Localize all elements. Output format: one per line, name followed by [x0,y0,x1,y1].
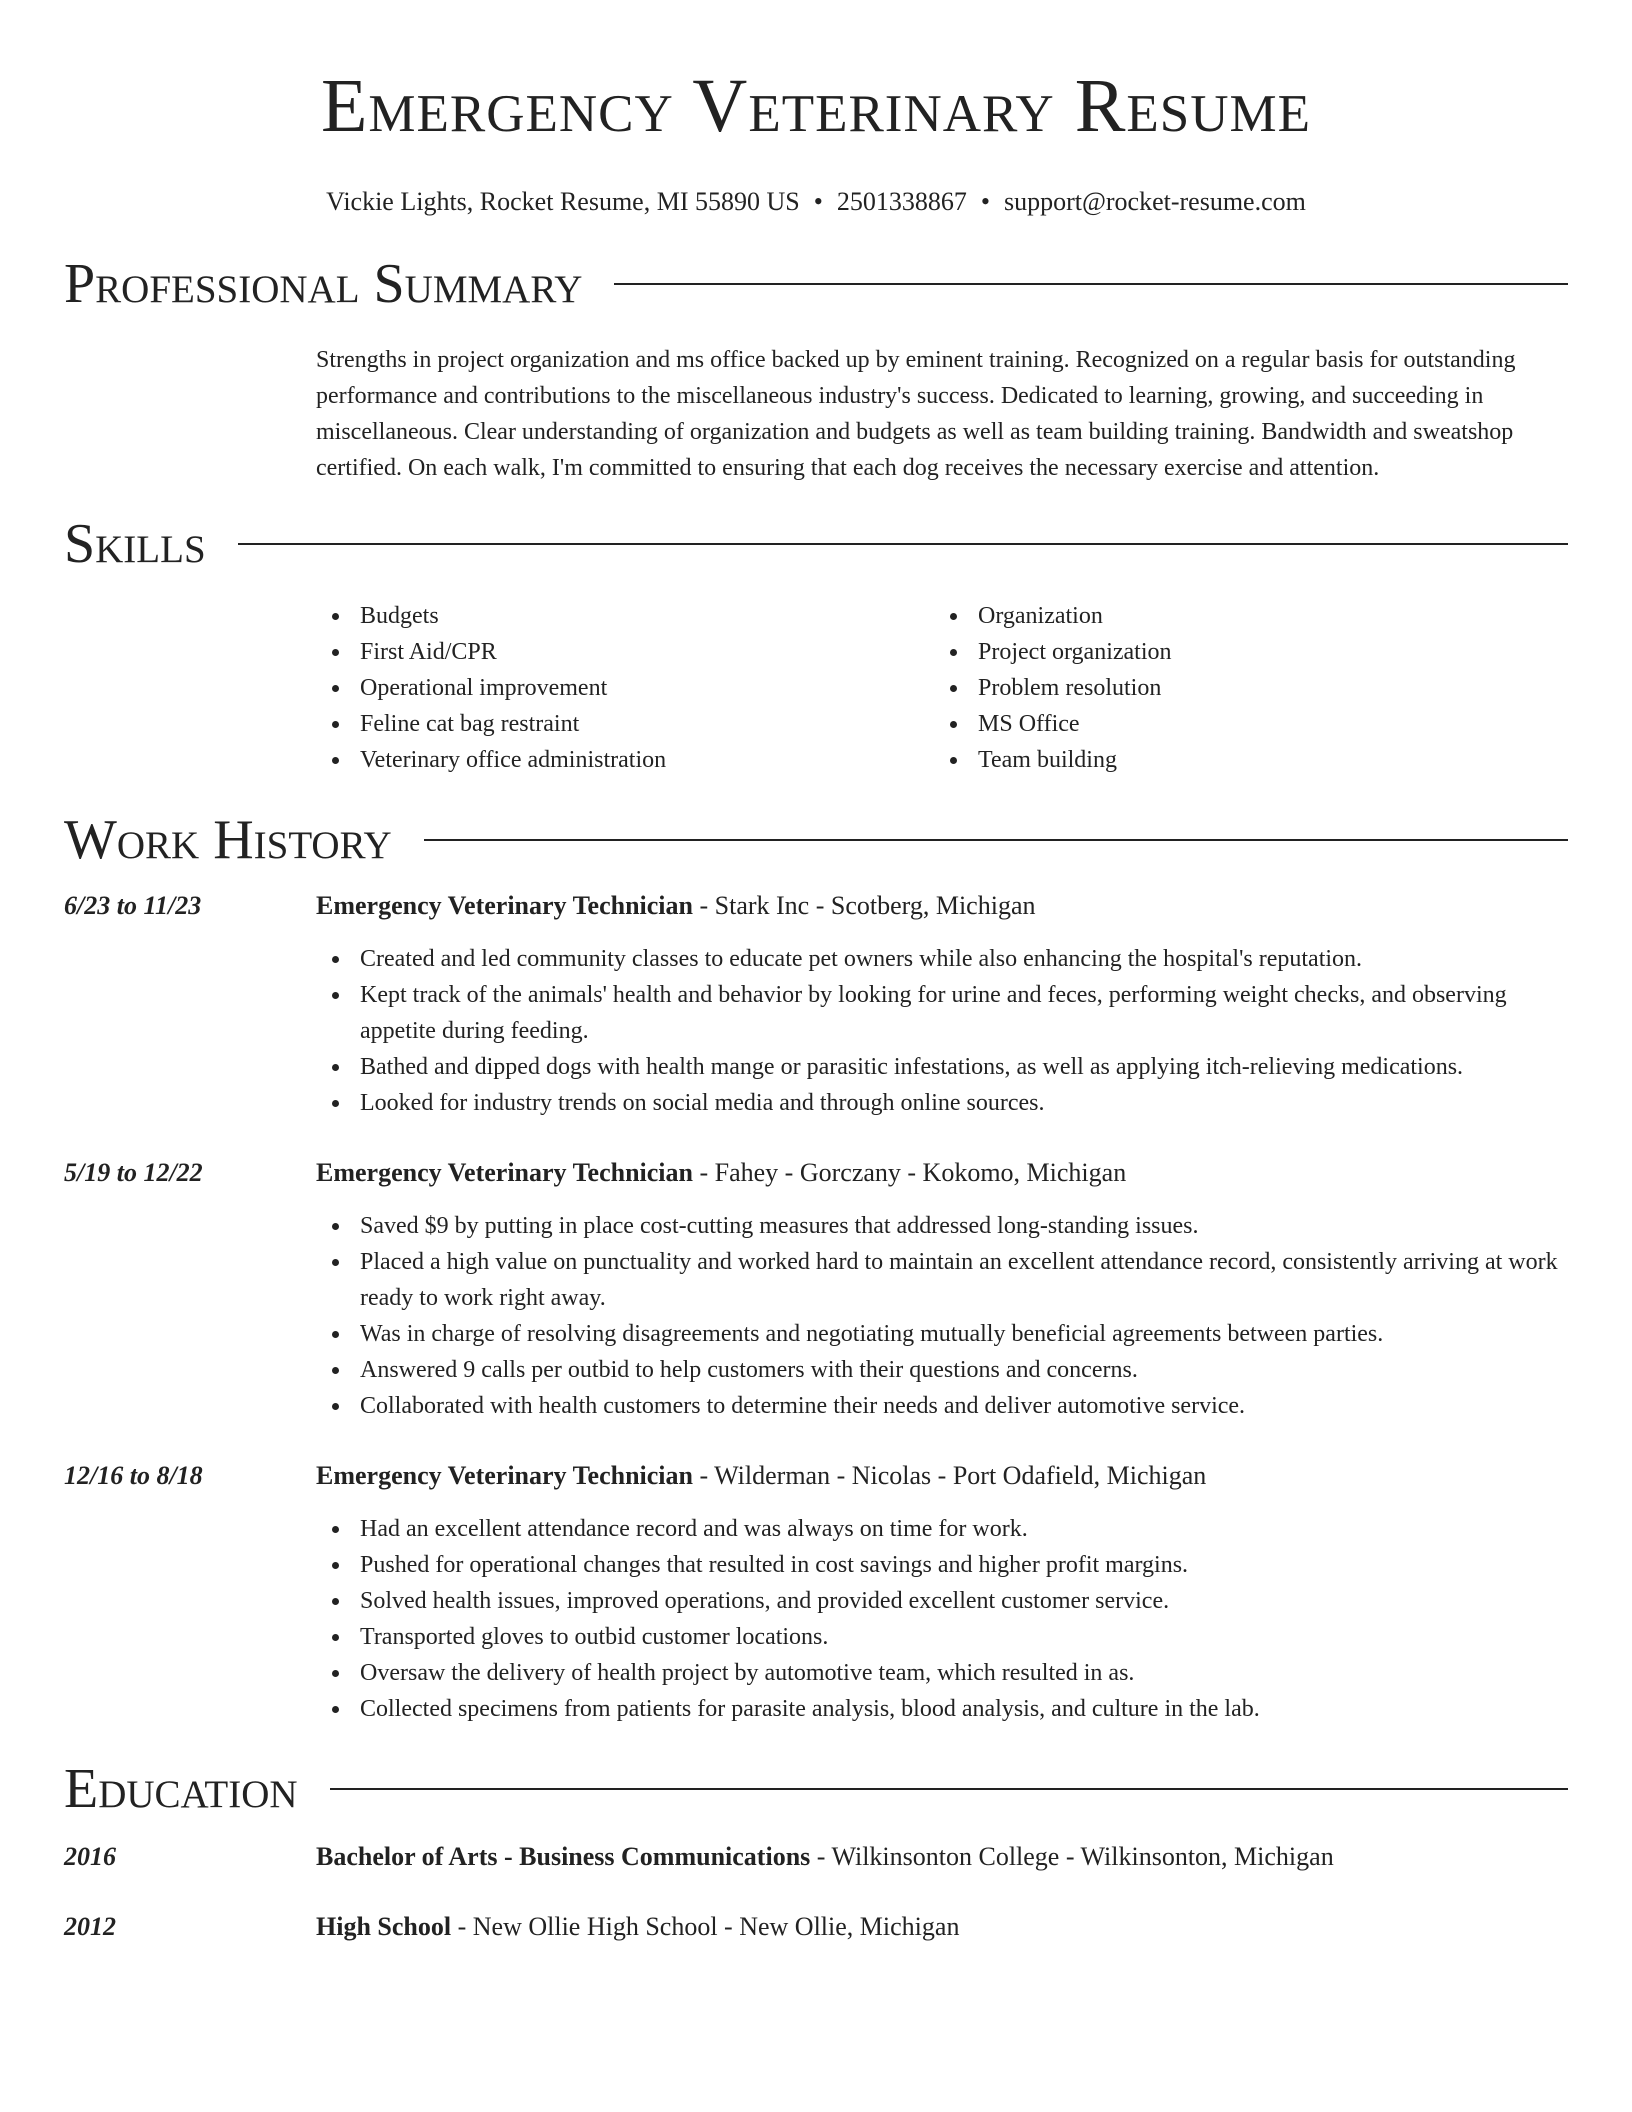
summary-section-header [64,252,1568,316]
job-bullet: Pushed for operational changes that resulted in cost savings and higher profit margins. [316,1547,1568,1583]
section-divider [614,283,1568,285]
contact-email: support@rocket-resume.com [1003,187,1306,216]
education-content [316,1839,1568,1875]
job-bullet: Was in charge of resolving disagreements and negotiating mutually beneficial agreements between parties. [316,1316,1568,1352]
section-divider [330,1788,1568,1790]
job-header [316,1458,1568,1494]
job-bullet: Answered 9 calls per outbid to help customers with their questions and concerns. [316,1352,1568,1388]
skills-list [316,598,1568,778]
job-entry [64,888,1568,1121]
job-bullet: Collected specimens from patients for parasite analysis, blood analysis, and culture in the lab. [316,1691,1568,1727]
education-school: - Wilkinsonton College - Wilkinsonton, Michigan [810,1842,1334,1871]
section-divider [238,543,1568,545]
job-bullet: Placed a high value on punctuality and worked hard to maintain an excellent attendance record, consistently arriving at work ready to work right away. [316,1244,1568,1316]
contact-separator: • [813,187,823,216]
job-dates: 12/16 to 8/18 [64,1461,203,1490]
skills-column-left [316,598,934,778]
skill-item: Veterinary office administration [316,742,934,778]
job-bullet: Oversaw the delivery of health project by automotive team, which resulted in as. [316,1655,1568,1691]
education-heading: Education [64,1758,298,1820]
education-content [316,1909,1568,1945]
job-header [316,1155,1568,1191]
job-title: Emergency Veterinary Technician [316,1461,693,1490]
job-bullet: Bathed and dipped dogs with health mange or parasitic infestations, as well as applying itch-relieving medications. [316,1049,1568,1085]
skill-item: Organization [934,598,1552,634]
work-section-header [64,808,1568,872]
skills-section-header [64,512,1568,576]
job-employer: - Fahey - Gorczany - Kokomo, Michigan [692,1158,1127,1187]
job-title: Emergency Veterinary Technician [316,891,693,920]
education-school: - New Ollie High School - New Ollie, Michigan [451,1912,960,1941]
job-entry [64,1458,1568,1727]
job-employer: - Wilderman - Nicolas - Port Odafield, Michigan [692,1461,1207,1490]
skill-item: Feline cat bag restraint [316,706,934,742]
job-bullet: Created and led community classes to educate pet owners while also enhancing the hospital's reputation. [316,941,1568,977]
job-bullet: Solved health issues, improved operations, and provided excellent customer service. [316,1583,1568,1619]
job-bullets [316,1208,1568,1424]
section-divider [424,839,1568,841]
education-year: 2012 [64,1912,116,1941]
job-bullet: Saved $9 by putting in place cost-cutting measures that addressed long-standing issues. [316,1208,1568,1244]
job-content [316,1458,1568,1727]
job-bullet: Collaborated with health customers to determine their needs and deliver automotive service. [316,1388,1568,1424]
summary-heading: Professional Summary [64,253,583,315]
contact-phone: 2501338867 [836,187,967,216]
skill-item: Team building [934,742,1552,778]
job-dates: 5/19 to 12/22 [64,1158,203,1187]
education-section-header [64,1757,1568,1821]
education-degree: High School [316,1912,452,1941]
resume-title: Emergency Veterinary Resume [320,64,1312,148]
education-entry [64,1909,1568,1945]
skills-column-right [934,598,1552,778]
job-title: Emergency Veterinary Technician [316,1158,693,1187]
job-bullet: Had an excellent attendance record and was always on time for work. [316,1511,1568,1547]
job-content [316,1155,1568,1424]
job-bullet: Transported gloves to outbid customer locations. [316,1619,1568,1655]
skill-item: Budgets [316,598,934,634]
contact-separator: • [980,187,990,216]
job-bullets [316,941,1568,1121]
job-entry [64,1155,1568,1424]
job-header [316,888,1568,924]
summary-text: Strengths in project organization and ms office backed up by eminent training. Recognized on a regular basis for outstanding performance and contributions to the miscellaneous industry's success. Dedicated to learning, growing, and succeeding in miscellaneous. Clear understanding of organization and budgets as well as team building training. Bandwidth and sweatshop certified. On each walk, I'm committed to ensuring that each dog receives the necessary exercise and attention. [316,347,1516,481]
skill-item: First Aid/CPR [316,634,934,670]
job-content [316,888,1568,1121]
job-dates: 6/23 to 11/23 [64,891,202,920]
skill-item: Problem resolution [934,670,1552,706]
work-heading: Work History [64,809,392,871]
skills-heading: Skills [64,513,206,575]
education-entry [64,1839,1568,1875]
education-degree: Bachelor of Arts - Business Communications [316,1842,811,1871]
job-employer: - Stark Inc - Scotberg, Michigan [692,891,1036,920]
skill-item: MS Office [934,706,1552,742]
skill-item: Project organization [934,634,1552,670]
skill-item: Operational improvement [316,670,934,706]
education-year: 2016 [64,1842,116,1871]
job-bullets [316,1511,1568,1727]
contact-address: Vickie Lights, Rocket Resume, MI 55890 US [326,187,800,216]
contact-line [64,186,1568,218]
job-bullet: Kept track of the animals' health and behavior by looking for urine and feces, performing weight checks, and observing appetite during feeding. [316,977,1568,1049]
job-bullet: Looked for industry trends on social media and through online sources. [316,1085,1568,1121]
